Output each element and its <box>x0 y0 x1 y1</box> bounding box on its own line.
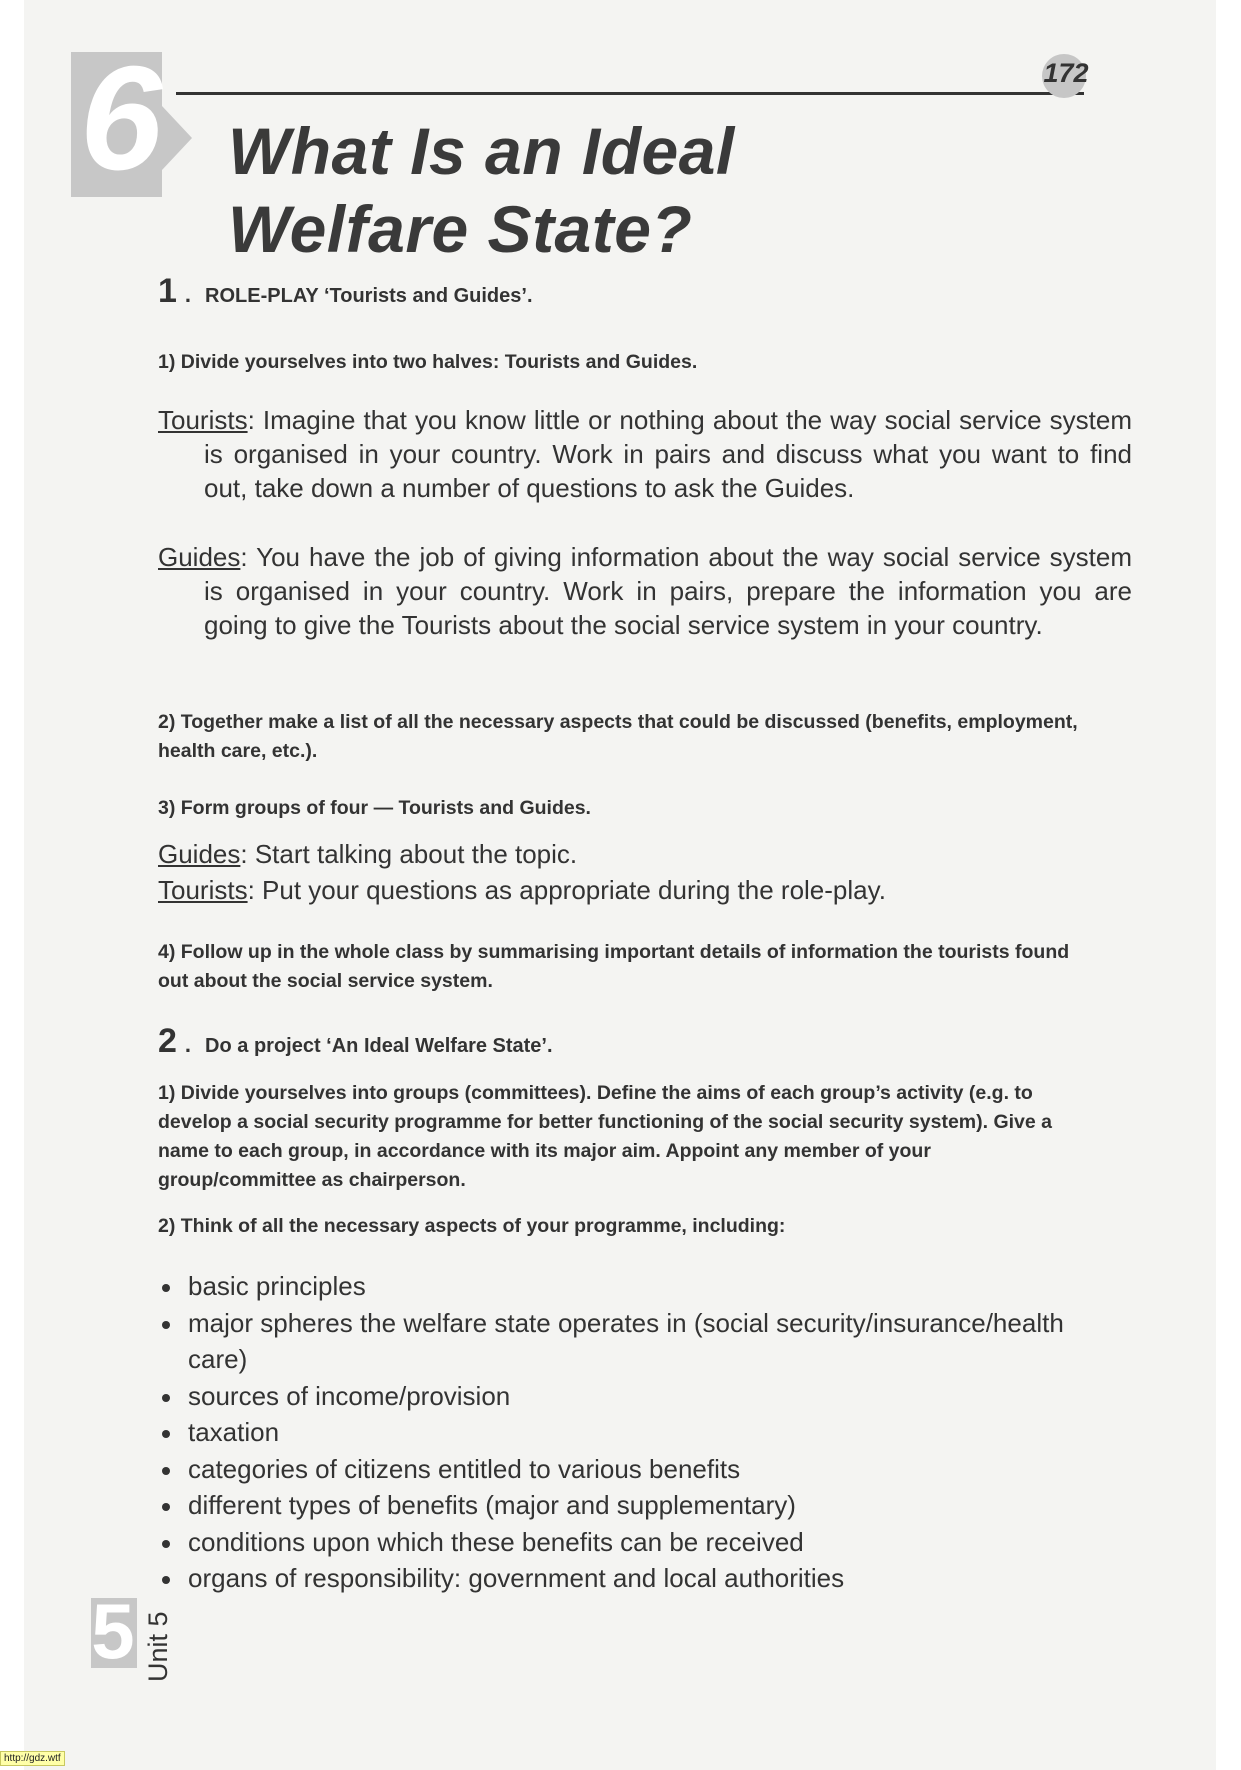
task-2-step-2: 2) Think of all the necessary aspects of your programme, including: <box>158 1215 786 1237</box>
unit-label: Unit 5 <box>143 1611 173 1682</box>
list-item: major spheres the welfare state operates in (social security/insurance/health care) <box>158 1305 1086 1378</box>
list-item: sources of income/provision <box>158 1378 1086 1415</box>
guides-start-line <box>158 837 1086 871</box>
task-1-step-2: 2) Together make a list of all the necessary aspects that could be discussed (benefits, employment, health care, etc.). <box>158 711 1078 762</box>
list-item: conditions upon which these benefits can be received <box>158 1524 1086 1561</box>
tourists-text: : Imagine that you know little or nothing about the way social service system is organised in your country. Work in pairs and discuss what you want to find out, take down a number of questions to ask the Guides. <box>204 405 1132 503</box>
guides-text: : You have the job of giving information about the way social service system is organised in your country. Work in pairs, prepare the information you are going to give the Tourists about the social service system in your country. <box>204 542 1132 640</box>
guides-label: Guides <box>158 542 241 572</box>
list-item: organs of responsibility: government and local authorities <box>158 1560 1086 1597</box>
tourists-label: Tourists <box>158 405 248 435</box>
task-1-heading <box>158 272 533 311</box>
task-number-dot: . <box>184 1032 192 1057</box>
task-1-step-3: 3) Form groups of four — Tourists and Guides. <box>158 797 591 819</box>
tourists-label-2: Tourists <box>158 875 248 905</box>
task-2-title: Do a project ‘An Ideal Welfare State’. <box>205 1035 553 1057</box>
list-item: taxation <box>158 1414 1086 1451</box>
footer-url-link[interactable]: http://gdz.wtf <box>0 1751 65 1766</box>
list-item: categories of citizens entitled to various benefits <box>158 1451 1086 1488</box>
title-line-2: Welfare State? <box>228 192 693 266</box>
header-rule <box>176 92 1084 95</box>
task-2-heading <box>158 1022 553 1061</box>
guides-paragraph <box>158 540 1132 642</box>
list-item: basic principles <box>158 1268 1086 1305</box>
guides-start-text: : Start talking about the topic. <box>240 839 578 869</box>
task-number-dot: . <box>184 282 192 307</box>
tourists-questions-text: : Put your questions as appropriate during the role-play. <box>247 875 886 905</box>
task-2-step-1: 1) Divide yourselves into groups (committees). Define the aims of each group’s activity (e.g. to develop a social security programme for better functioning of the social security system). Give a name to each group, in accordance with its major aim. Appoint any member of your group/committee as chairperson. <box>158 1082 1053 1191</box>
list-item: different types of benefits (major and supplementary) <box>158 1487 1086 1524</box>
task-1-number: 1 <box>158 272 177 310</box>
unit-number: 5 <box>91 1587 135 1675</box>
page-title <box>228 112 1008 268</box>
title-line-1: What Is an Ideal <box>228 114 735 188</box>
task-2-number: 2 <box>158 1022 177 1060</box>
tourists-paragraph <box>158 403 1132 505</box>
guides-label-2: Guides <box>158 839 241 869</box>
task-1-step-4: 4) Follow up in the whole class by summarising important details of information the tourists found out about the social service system. <box>158 941 1070 992</box>
chapter-number: 6 <box>79 36 163 201</box>
tourists-questions-line <box>158 873 1086 907</box>
aspects-list <box>158 1268 1086 1597</box>
task-1-title: ROLE-PLAY ‘Tourists and Guides’. <box>205 285 533 307</box>
page-number: 172 <box>1043 58 1089 88</box>
task-1-step-1: 1) Divide yourselves into two halves: Tourists and Guides. <box>158 351 698 373</box>
